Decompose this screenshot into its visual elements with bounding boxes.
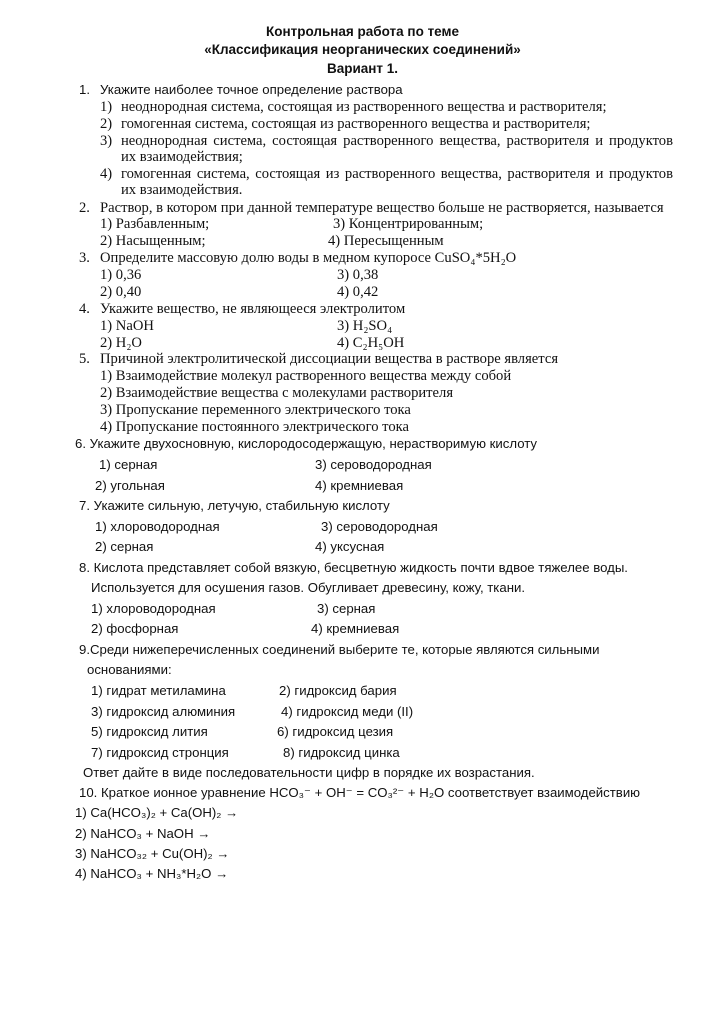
q2-number: 2. [79, 200, 90, 216]
q8-text-cont: Используется для осушения газов. Обугливает древесину, кожу, ткани. [91, 580, 526, 595]
variant-label: Вариант 1. [326, 61, 399, 76]
q4-option-2: 2) H₂O [100, 335, 142, 351]
q1-option-3: неоднородная система, состоящая растворенного вещества, растворителя и продуктов [121, 133, 673, 149]
q1-text: Укажите наиболее точное определение раствора [100, 82, 403, 97]
q3-option-4: 4) 0,42 [337, 284, 379, 300]
q4-option-1: 1) NaOH [100, 318, 154, 334]
q5-option-2: 2) Взаимодействие вещества с молекулами растворителя [100, 385, 454, 401]
q8-option-2: 2) фосфорная [91, 621, 179, 636]
q6-option-2: 2) угольная [95, 478, 165, 493]
q1-option-1-number: 1) [100, 99, 113, 115]
q10-option-4: 4) NaHCO₃ + NH₃*H₂O → [75, 866, 229, 881]
q9-option-6: 6) гидроксид цезия [277, 724, 394, 739]
q7-option-2: 2) серная [95, 539, 154, 554]
q8-text: 8. Кислота представляет собой вязкую, бесцветную жидкость почти вдвое тяжелее воды. [79, 560, 628, 575]
q1-option-3-cont: их взаимодействия; [121, 149, 243, 165]
q7-option-3: 3) сероводородная [321, 519, 438, 534]
q3-number: 3. [79, 250, 90, 266]
q9-option-2: 2) гидроксид бария [279, 683, 397, 698]
worksheet-title: Контрольная работа по теме [265, 24, 460, 39]
q6-option-4: 4) кремниевая [315, 478, 404, 493]
q7-option-4: 4) уксусная [315, 539, 385, 554]
q1-number: 1. [79, 82, 90, 97]
q9-text: 9.Среди нижеперечисленных соединений выберите те, которые являются сильными [79, 642, 600, 657]
q1-option-1: неоднородная система, состоящая из растворенного вещества и растворителя; [121, 99, 607, 115]
q10-option-3: 3) NaHCO₃₂ + Cu(OH)₂ → [75, 846, 230, 861]
q9-option-3: 3) гидроксид алюминия [91, 704, 236, 719]
q5-option-3: 3) Пропускание переменного электрического тока [100, 402, 411, 418]
q9-text-cont: основаниями: [87, 662, 172, 677]
q9-option-8: 8) гидроксид цинка [283, 745, 400, 760]
q4-option-3: 3) H₂SO₄ [337, 318, 393, 334]
q10-option-1: 1) Ca(HCO₃)₂ + Ca(OH)₂ → [75, 805, 239, 820]
q3-text: Определите массовую долю воды в медном купоросе CuSO₄*5H₂O [100, 250, 517, 266]
q2-text: Раствор, в котором при данной температуре вещество больше не растворяется, называется [100, 200, 664, 216]
q4-text: Укажите вещество, не являющееся электролитом [100, 301, 406, 317]
q6-option-3: 3) сероводородная [315, 457, 432, 472]
q9-option-5: 5) гидроксид лития [91, 724, 208, 739]
q1-option-4-cont: их взаимодействия. [121, 182, 243, 198]
q1-option-4: гомогенная система, состоящая из растворенного вещества, растворителя и продуктов [121, 166, 673, 182]
q8-option-4: 4) кремниевая [311, 621, 400, 636]
q5-text: Причиной электролитической диссоциации вещества в растворе является [100, 351, 559, 367]
q8-option-1: 1) хлороводородная [91, 601, 216, 616]
q4-number: 4. [79, 301, 90, 317]
q1-option-2-number: 2) [100, 116, 113, 132]
q1-option-4-number: 4) [100, 166, 113, 182]
q2-option-1: 1) Разбавленным; [100, 216, 210, 232]
q3-option-3: 3) 0,38 [337, 267, 379, 283]
q4-option-4: 4) C₂H₅OH [337, 335, 405, 351]
q5-number: 5. [79, 351, 90, 367]
q10-option-2: 2) NaHCO₃ + NaOH → [75, 826, 211, 841]
q1-option-3-number: 3) [100, 133, 113, 149]
q9-option-7: 7) гидроксид стронция [91, 745, 229, 760]
q2-option-3: 3) Концентрированным; [333, 216, 484, 232]
q5-option-4: 4) Пропускание постоянного электрического тока [100, 419, 409, 435]
q6-option-1: 1) серная [99, 457, 158, 472]
q9-option-4: 4) гидроксид меди (II) [281, 704, 414, 719]
q7-option-1: 1) хлороводородная [95, 519, 220, 534]
q2-option-4: 4) Пересыщенным [328, 233, 444, 249]
worksheet-topic: «Классификация неорганических соединений» [204, 42, 521, 57]
q8-option-3: 3) серная [317, 601, 376, 616]
q10-text: 10. Краткое ионное уравнение HCO₃⁻ + OH⁻ = CO₃²⁻ + H₂O соответствует взаимодействию [79, 785, 641, 800]
q3-option-1: 1) 0,36 [100, 267, 142, 283]
q6-text: 6. Укажите двухосновную, кислородосодержащую, нерастворимую кислоту [75, 436, 538, 451]
q5-option-1: 1) Взаимодействие молекул растворенного вещества между собой [100, 368, 512, 384]
q9-option-1: 1) гидрат метиламина [91, 683, 226, 698]
q9-answer-hint: Ответ дайте в виде последовательности цифр в порядке их возрастания. [83, 765, 535, 780]
q1-option-2: гомогенная система, состоящая из растворенного вещества и растворителя; [121, 116, 591, 132]
q3-option-2: 2) 0,40 [100, 284, 142, 300]
q2-option-2: 2) Насыщенным; [100, 233, 206, 249]
q7-text: 7. Укажите сильную, летучую, стабильную кислоту [79, 498, 390, 513]
